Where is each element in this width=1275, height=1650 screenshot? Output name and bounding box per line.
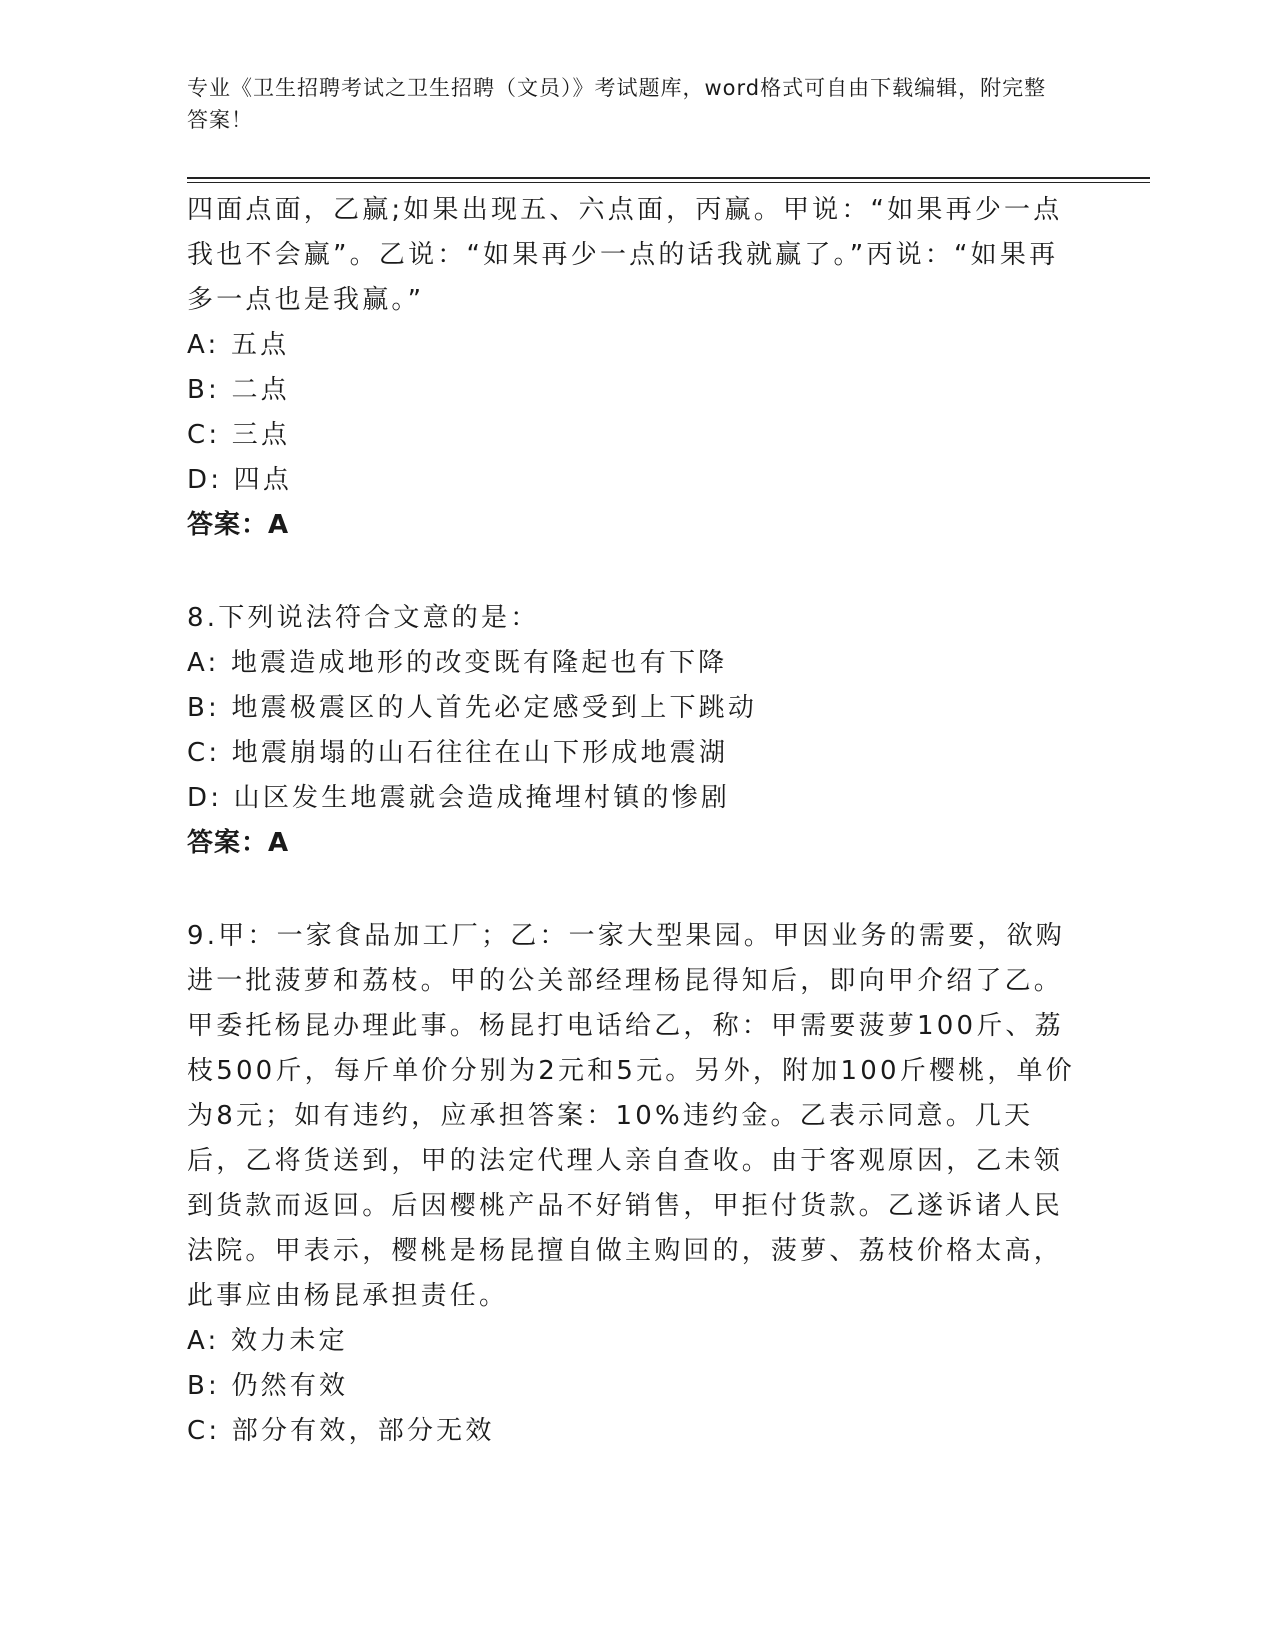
option-d: D: 山区发生地震就会造成掩埋村镇的惨剧	[187, 783, 731, 813]
option-a: A: 五点	[187, 330, 290, 360]
option-b: B: 仍然有效	[187, 1371, 349, 1401]
document-header: 专业《卫生招聘考试之卫生招聘（文员）》考试题库，word格式可自由下载编辑，附完整答案！	[187, 76, 1047, 132]
option-b: B: 地震极震区的人首先必定感受到上下跳动	[187, 693, 758, 723]
question-8	[187, 596, 1087, 866]
question-9	[187, 914, 1087, 1454]
option-c: C: 三点	[187, 420, 291, 450]
header-rule-thin	[187, 182, 1150, 183]
option-c: C: 部分有效，部分无效	[187, 1416, 495, 1446]
answer: 答案：A	[187, 510, 290, 540]
question-stem: 四面点面，乙赢;如果出现五、六点面，丙赢。甲说：“如果再少一点我也不会赢”。乙说：“如果再少一点的话我就赢了。”丙说：“如果再多一点也是我赢。”	[187, 195, 1063, 315]
question-list	[187, 188, 1087, 1454]
question-stem: 8.下列说法符合文意的是：	[187, 603, 540, 633]
option-d: D: 四点	[187, 465, 293, 495]
option-a: A: 地震造成地形的改变既有隆起也有下降	[187, 648, 728, 678]
question-stem: 9.甲：一家食品加工厂；乙：一家大型果园。甲因业务的需要，欲购进一批菠萝和荔枝。甲的公关部经理杨昆得知后，即向甲介绍了乙。甲委托杨昆办理此事。杨昆打电话给乙，称：甲需要菠萝100斤、荔枝500斤，每斤单价分别为2元和5元。另外，附加100斤樱桃，单价为8元；如有违约，应承担答案：10%违约金。乙表示同意。几天后，乙将货送到，甲的法定代理人亲自查收。由于客观原因，乙未领到货款而返回。后因樱桃产品不好销售，甲拒付货款。乙遂诉诸人民法院。甲表示，樱桃是杨昆擅自做主购回的，菠萝、荔枝价格太高，此事应由杨昆承担责任。	[187, 921, 1075, 1311]
option-c: C: 地震崩塌的山石往往在山下形成地震湖	[187, 738, 729, 768]
question-7	[187, 188, 1087, 548]
answer: 答案：A	[187, 828, 290, 858]
option-a: A: 效力未定	[187, 1326, 348, 1356]
option-b: B: 二点	[187, 375, 290, 405]
header-rule-thick	[187, 177, 1150, 179]
